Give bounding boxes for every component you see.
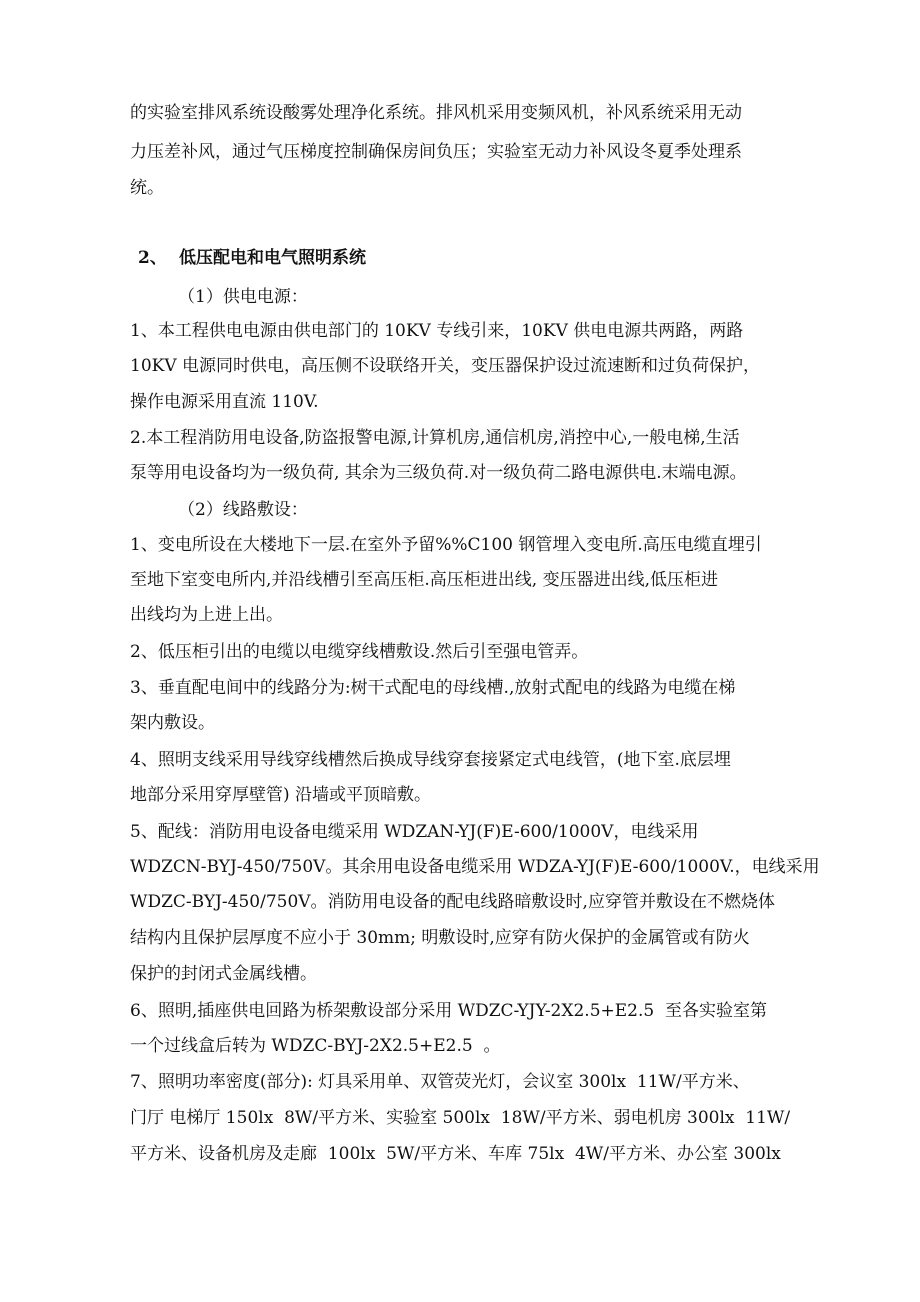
- wiring-item-7-line-2: 门厅 电梯厅 150lx 8W/平方米、实验室 500lx 18W/平方米、弱电机房 300lx 11W/: [130, 1108, 791, 1128]
- wiring-item-3-line-1: 3、垂直配电间中的线路分为:树干式配电的母线槽.,放射式配电的线路为电缆在梯: [130, 678, 736, 698]
- wiring-item-7-line-3: 平方米、设备机房及走廊 100lx 5W/平方米、车库 75lx 4W/平方米、办公室 300lx: [130, 1144, 781, 1164]
- wiring-item-4-line-2: 地部分采用穿厚壁管) 沿墙或平顶暗敷。: [130, 785, 432, 805]
- power-item-2-line-2: 泵等用电设备均为一级负荷, 其余为三级负荷.对一级负荷二路电源供电.末端电源。: [130, 463, 747, 483]
- intro-line-2: 力压差补风，通过气压梯度控制确保房间负压；实验室无动力补风设冬夏季处理系: [130, 142, 742, 162]
- wiring-item-1-line-2: 至地下室变电所内,并沿线槽引至高压柜.高压柜进出线, 变压器进出线,低压柜进: [130, 570, 719, 590]
- wiring-item-1-line-1: 1、变电所设在大楼地下一层.在室外予留%%C100 钢管埋入变电所.高压电缆直埋引: [130, 535, 762, 555]
- power-item-1-line-1: 1、本工程供电电源由供电部门的 10KV 专线引来，10KV 供电电源共两路，两路: [130, 321, 744, 341]
- wiring-item-5-line-3: WDZC-BYJ-450/750V。消防用电设备的配电线路暗敷设时,应穿管并敷设在不燃烧体: [130, 892, 775, 912]
- wiring-item-6-line-2: 一个过线盒后转为 WDZC-BYJ-2X2.5+E2.5 。: [130, 1036, 501, 1056]
- wiring-item-5-line-2: WDZCN-BYJ-450/750V。其余用电设备电缆采用 WDZA-YJ(F)E-600/1000V.，电线采用: [130, 857, 820, 877]
- wiring-item-7-line-1: 7、照明功率密度(部分): 灯具采用单、双管荧光灯，会议室 300lx 11W/平方米、: [130, 1072, 750, 1092]
- subsection-heading-power-supply: （1）供电电源：: [178, 287, 308, 307]
- intro-line-3: 统。: [130, 178, 164, 198]
- wiring-item-5-line-5: 保护的封闭式金属线槽。: [130, 964, 317, 984]
- wiring-item-3-line-2: 架内敷设。: [130, 713, 215, 733]
- power-item-1-line-2: 10KV 电源同时供电，高压侧不设联络开关，变压器保护设过流速断和过负荷保护，: [130, 356, 761, 376]
- subsection-heading-wiring: （2）线路敷设：: [178, 500, 308, 520]
- section-number: 2、: [138, 248, 167, 268]
- power-item-2-line-1: 2.本工程消防用电设备,防盗报警电源,计算机房,通信机房,消控中心,一般电梯,生活: [130, 428, 740, 448]
- wiring-item-5-line-1: 5、配线：消防用电设备电缆采用 WDZAN-YJ(F)E-600/1000V，电线采用: [130, 822, 699, 842]
- section-title: 低压配电和电气照明系统: [179, 248, 366, 268]
- intro-line-1: 的实验室排风系统设酸雾处理净化系统。排风机采用变频风机，补风系统采用无动: [130, 103, 742, 123]
- wiring-item-1-line-3: 出线均为上进上出。: [130, 605, 283, 625]
- wiring-item-4-line-1: 4、照明支线采用导线穿线槽然后换成导线穿套接紧定式电线管，(地下室.底层埋: [130, 750, 731, 770]
- wiring-item-6-line-1: 6、照明,插座供电回路为桥架敷设部分采用 WDZC-YJY-2X2.5+E2.5 至各实验室第: [130, 1001, 768, 1021]
- wiring-item-5-line-4: 结构内且保护层厚度不应小于 30mm; 明敷设时,应穿有防火保护的金属管或有防火: [130, 928, 750, 948]
- wiring-item-2-line-1: 2、低压柜引出的电缆以电缆穿线槽敷设.然后引至强电管弄。: [130, 642, 589, 662]
- power-item-1-line-3: 操作电源采用直流 110V.: [130, 392, 319, 412]
